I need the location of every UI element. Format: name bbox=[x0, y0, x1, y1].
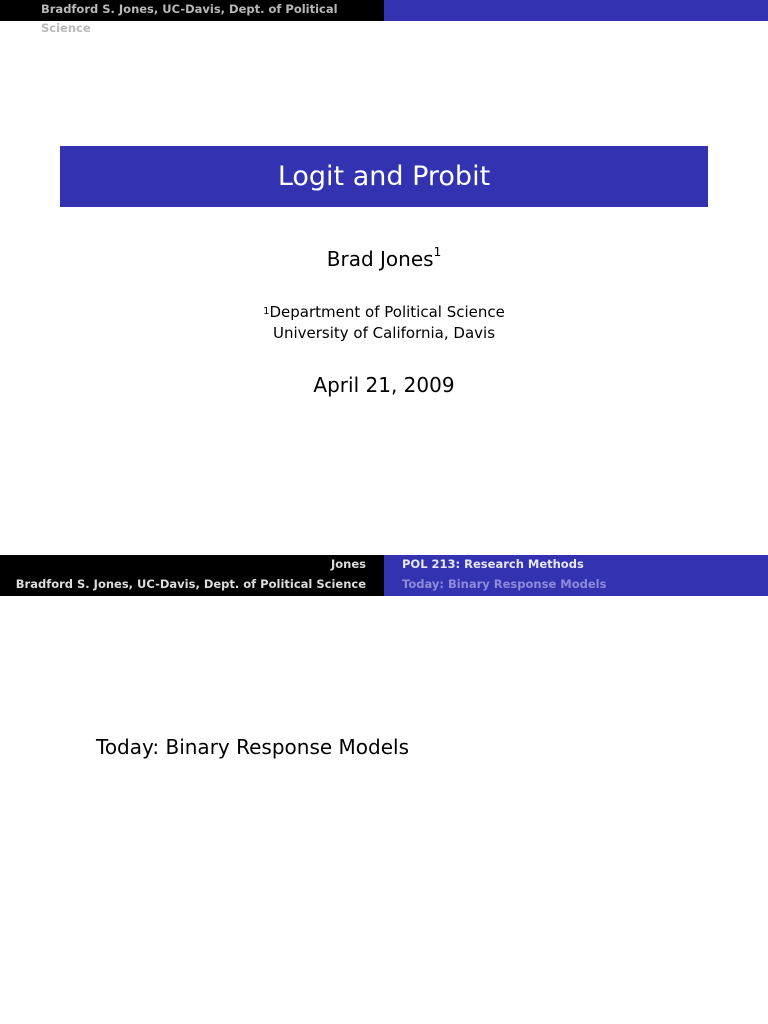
footer-right bbox=[384, 555, 768, 596]
slide2-heading: Today: Binary Response Models bbox=[96, 735, 409, 759]
header-bar bbox=[0, 0, 768, 35]
author-name: Brad Jones bbox=[326, 247, 434, 271]
affiliation-footnote-mark: 1 bbox=[263, 306, 270, 317]
slide-title-box bbox=[60, 146, 708, 207]
footer-left bbox=[0, 555, 384, 596]
header-institute: Bradford S. Jones, UC-Davis, Dept. of Political Science bbox=[0, 0, 384, 21]
footer-institute: Bradford S. Jones, UC-Davis, Dept. of Political Science bbox=[15, 577, 366, 591]
affiliation bbox=[0, 302, 768, 344]
slide-title: Logit and Probit bbox=[277, 161, 491, 192]
affiliation-line-2: University of California, Davis bbox=[272, 324, 496, 342]
footer-bar bbox=[0, 555, 768, 596]
presentation-date: April 21, 2009 bbox=[313, 373, 455, 397]
author-line bbox=[0, 247, 768, 271]
footer-section[interactable]: Today: Binary Response Models bbox=[402, 577, 607, 591]
header-blue-band bbox=[384, 0, 768, 21]
footer-course[interactable]: POL 213: Research Methods bbox=[402, 557, 584, 571]
author-footnote-mark: 1 bbox=[433, 245, 442, 259]
affiliation-line-1: $^1$Department of Political Science bbox=[263, 303, 505, 321]
footer-author: Jones bbox=[330, 557, 366, 571]
